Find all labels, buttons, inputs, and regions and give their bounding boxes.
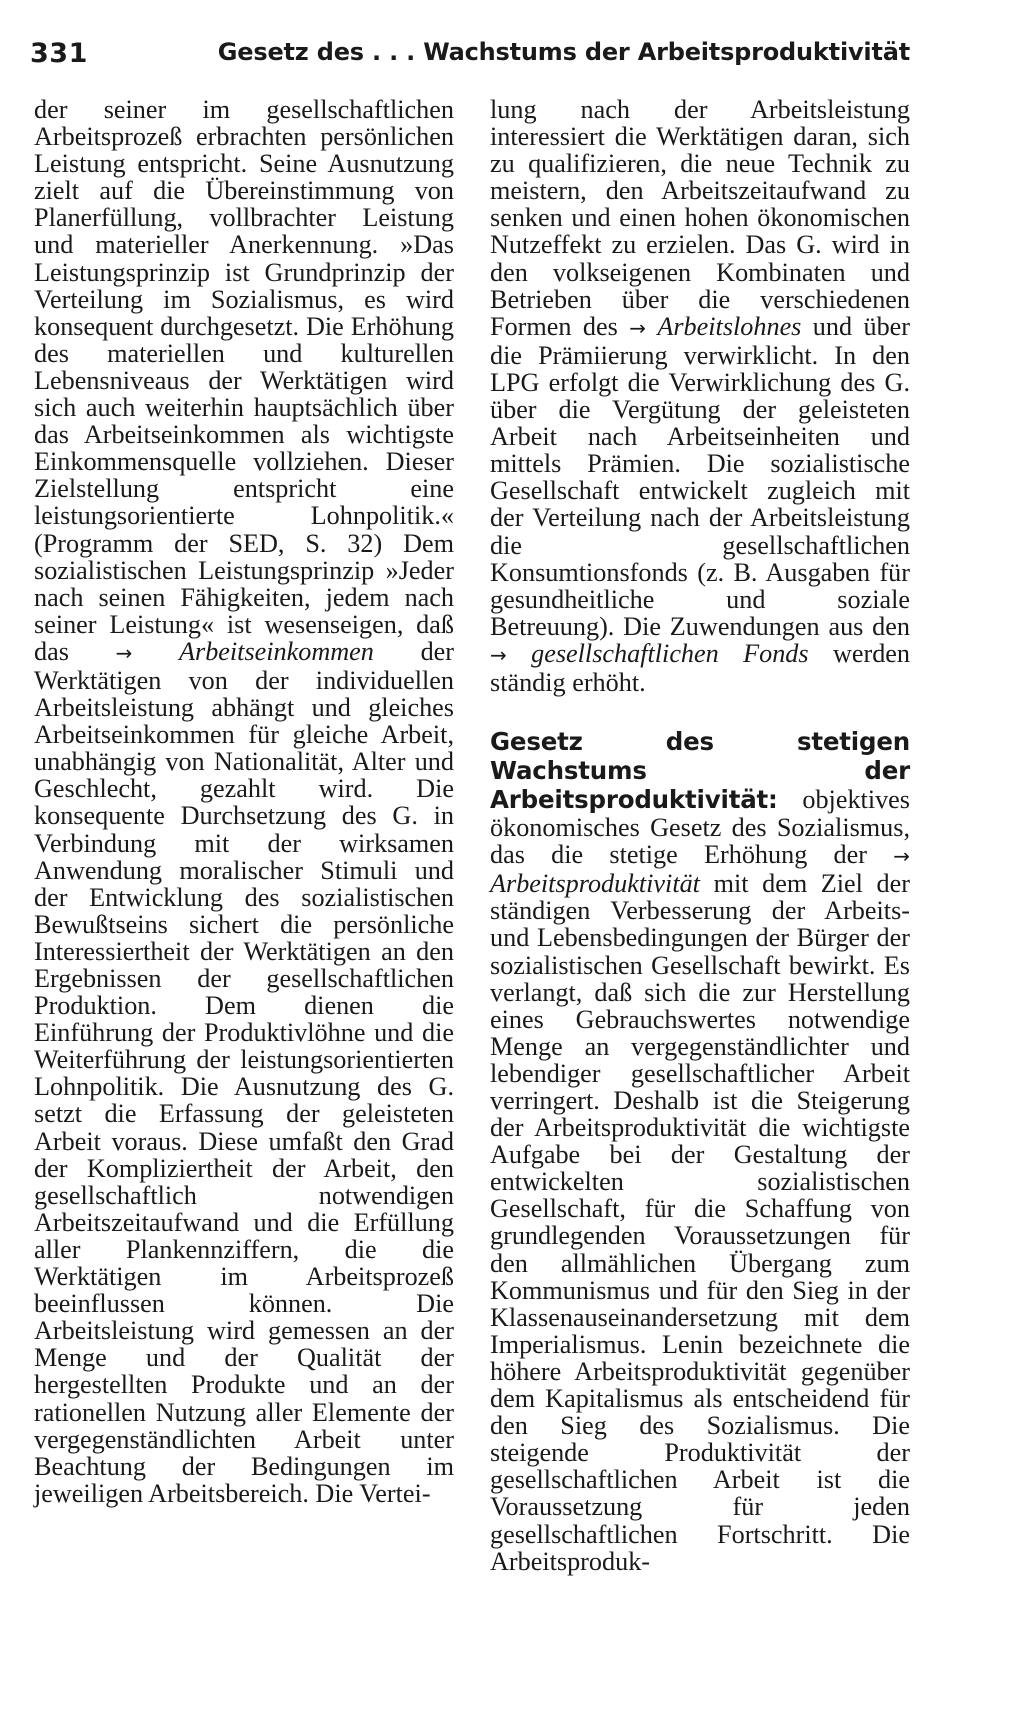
cross-reference-link[interactable]: Arbeitsproduktivität bbox=[490, 869, 700, 899]
body-text: objektives ökonomisches Gesetz des Sozialismus, das die stetige Erhöhung der bbox=[490, 785, 910, 870]
cross-reference-link[interactable]: Arbeitslohnes bbox=[657, 311, 802, 341]
cross-reference-arrow-icon: → bbox=[893, 844, 910, 869]
cross-reference-arrow-icon: → bbox=[629, 315, 646, 340]
body-text: werden ständig erhöht. bbox=[490, 638, 911, 697]
entry-headword: Gesetz des stetigen Wachstums der Arbeitsproduktivität: bbox=[490, 727, 910, 815]
body-text: der Werktätigen von der individuellen Arbeitsleistung abhängt und gleiches Arbeitseinkommen für gleiche Arbeit, unabhängig von Nationalität, Alter und Geschlecht, gezahlt wird. Die konsequente Durchsetzung des G. in Verbindung mit der wirksamen Anwendung moralischer Stimuli und der Entwicklung des sozialistischen Bewußtseins sichert die persönliche Interessiertheit der Werktätigen an den Ergebnissen der gesellschaftlichen Produktion. Dem dienen die Einführung der Produktivlöhne und die Weiterführung der leistungsorientierten Lohnpolitik. Die Ausnutzung des G. setzt die Erfassung der geleisteten Arbeit voraus. Diese umfaßt den Grad der Kompliziertheit der Arbeit, den gesellschaftlich notwendigen Arbeitszeitaufwand und die Erfüllung aller Plankennziffern, die die Werktätigen im Arbeitsprozeß beeinflussen können. Die Arbeitsleistung wird gemessen an der Menge und der Qualität der hergestellten Produkte und an der rationellen Nutzung aller Elemente der vergegenständlichten Arbeit unter Beachtung der Bedingungen im jeweiligen Arbeitsbereich. Die Vertei- bbox=[34, 636, 455, 1508]
cross-reference-link[interactable]: gesellschaftlichen Fonds bbox=[531, 638, 809, 668]
cross-reference-arrow-icon: → bbox=[115, 640, 133, 665]
page-number: 331 bbox=[30, 38, 88, 69]
body-text: der seiner im gesellschaftlichen Arbeitsprozeß erbrachten persönlichen Leistung entspricht. Seine Ausnutzung zielt auf die Übereinstimmung von Planerfüllung, vollbrachter Leistung und materieller Anerkennung. »Das Leistungsprinzip ist Grundprinzip der Verteilung im Sozialismus, es wird konsequent durchgesetzt. Die Erhöhung des materiellen und kulturellen Lebensniveaus der Werktätigen wird sich auch weiterhin hauptsächlich über das Arbeitseinkommen als wichtigste Einkommensquelle vollziehen. Dieser Zielstellung entspricht eine leistungsorientierte Lohnpolitik.« (Programm der SED, S. 32) Dem sozialistischen Leistungsprinzip »Jeder nach seinen Fähigkeiten, jedem nach seiner Leistung« ist wesenseigen, daß das bbox=[34, 95, 454, 666]
body-text: mit dem Ziel der ständigen Verbesserung der Arbeits- und Lebensbedingungen der Bürger der sozialistischen Gesellschaft bewirkt. Es verlangt, daß sich die zur Herstellung eines Gebrauchswertes notwendige Menge an vergegenständlichter und lebendiger gesellschaftlicher Arbeit verringert. Deshalb ist die Steigerung der Arbeitsproduktivität die wichtigste Aufgabe bei der Gestaltung der entwickelten sozialistischen Gesellschaft, für die Schaffung von grundlegenden Voraussetzungen für den allmählichen Übergang zum Kommunismus und für den Sieg in der Klassenauseinandersetzung mit dem Imperialismus. Lenin bezeichnete die höhere Arbeitsproduktivität gegenüber dem Kapitalismus als entscheidend für den Sieg des Sozialismus. Die steigende Produktivität der gesellschaftlichen Arbeit ist die Voraussetzung für jeden gesellschaftlichen Fortschritt. Die Arbeitsproduk- bbox=[490, 869, 910, 1576]
paragraph-continuation bbox=[490, 96, 910, 696]
left-column bbox=[34, 96, 454, 1507]
body-text: lung nach der Arbeitsleistung interessiert die Werktätigen daran, sich zu qualifizieren, die neue Technik zu meistern, den Arbeitszeitaufwand zu senken und einen hohen ökonomischen Nutzeffekt zu erzielen. Das G. wird in den volkseigenen Kombinaten und Betrieben über die verschiedenen Formen des bbox=[490, 95, 910, 341]
cross-reference-arrow-icon: → bbox=[490, 642, 507, 667]
entry-spacer bbox=[490, 696, 910, 727]
dictionary-entry bbox=[490, 727, 910, 1575]
right-column bbox=[490, 96, 910, 1575]
body-text: und über die Prämiierung verwirklicht. In den LPG erfolgt die Verwirklichung des G. über die Vergütung der geleisteten Arbeit nach Arbeitseinheiten und mittels Prämien. Die sozialistische Gesellschaft entwickelt zugleich mit der Verteilung nach der Arbeitsleistung die gesellschaftlichen Konsumtionsfonds (z. B. Ausgaben für gesundheitliche und soziale Betreuung). Die Zuwendungen aus den bbox=[490, 311, 911, 641]
page-header bbox=[30, 30, 910, 86]
cross-reference-link[interactable]: Arbeitseinkommen bbox=[179, 636, 374, 666]
paragraph-continuation bbox=[34, 96, 454, 1507]
running-head: Gesetz des . . . Wachstums der Arbeitsproduktivität bbox=[217, 38, 910, 66]
